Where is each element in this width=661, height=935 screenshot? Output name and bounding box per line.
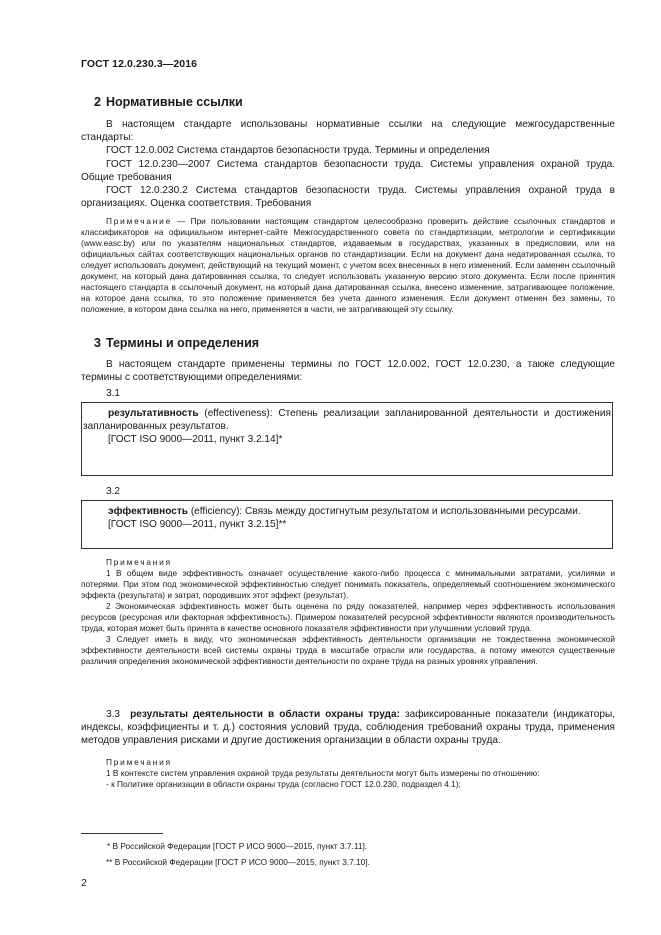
term-3-1-source: [ГОСТ ISO 9000—2011, пункт 3.2.14]* [108, 434, 283, 446]
term-3-1-number: 3.1 [106, 388, 121, 399]
term-3-2-number: 3.2 [106, 486, 121, 497]
section-2-intro: В настоящем стандарте использованы нормативные ссылки на следующие межгосударственные стандарты: [81, 119, 615, 144]
term-3-1-term: результативность [108, 408, 199, 419]
notes-label: Примечания [106, 557, 172, 567]
term-3-3-block [81, 708, 615, 748]
section-3-title: Термины и определения [105, 336, 260, 350]
term-3-3-number: 3.3 [106, 709, 121, 720]
footnote-1: * В Российской Федерации [ГОСТ Р ИСО 9000—2015, пункт 3.7.11]. [107, 841, 368, 851]
section-2-title: Нормативные ссылки [105, 95, 243, 109]
section-3-heading [94, 336, 259, 350]
term-3-2-box [81, 500, 613, 549]
section-2-note [81, 216, 615, 315]
term-3-1-definition: (effectiveness): Степень реализации запланированной деятельности и достижения запланированных результатов. [83, 408, 611, 433]
normative-ref-2: ГОСТ 12.0.230—2007 Система стандартов безопасности труда. Системы управления охраной труда. Общие требования [81, 158, 615, 183]
normative-ref-1: ГОСТ 12.0.002 Система стандартов безопасности труда. Термины и определения [106, 145, 490, 157]
section-2-number: 2 [94, 95, 101, 109]
note-item-2: 2 Экономическая эффективность может быть оценена по ряду показателей, например через эффективность использования ресурсов (ресурсная или факторная эффективность). Примером показателей ресурсной эффективности являются производительность труда, которая может быть принята в качестве основного показателя эффективности при улучшении условий труда. [81, 601, 615, 634]
term-3-3-term: результаты деятельности в области охраны труда: [130, 709, 400, 720]
note-label: Примечание [106, 216, 173, 226]
term-3-2-definition: (efficiency): Связь между достигнутым результатом и использованными ресурсами. [188, 506, 581, 517]
term-3-3-definition: зафиксированные показатели (индикаторы, индексы, коэффициенты и т. д.) состояния условий труда, соблюдения требований охраны труда, применения методов управления рисками и другие достижения организации в области охраны труда. [81, 709, 616, 747]
footnote-divider [81, 833, 163, 834]
note-item-3: 3 Следует иметь в виду, что экономическая эффективность деятельности организации не тождественна экономической эффективности деятельности всей системы охраны труда в масштабе отрасли или государства, а потому имеются существенные различия определения экономической эффективности деятельности по охране труда на разных уровнях управления. [81, 634, 615, 667]
section-3-intro: В настоящем стандарте применены термины по ГОСТ 12.0.002, ГОСТ 12.0.230, а также следующие термины с соответствующими определениями: [81, 359, 615, 384]
section-2-body [81, 118, 615, 210]
section-2-heading [94, 95, 243, 109]
normative-ref-3: ГОСТ 12.0.230.2 Система стандартов безопасности труда. Системы управления охраной труда в организациях. Оценка соответствия. Требования [81, 185, 615, 210]
section-3-intro-block [81, 358, 615, 384]
footnote-2: ** В Российской Федерации [ГОСТ Р ИСО 9000—2015, пункт 3.7.10]. [106, 857, 370, 867]
note-text: — При пользовании настоящим стандартом целесообразно проверить действие ссылочных стандартов и классификаторов на официальном интернет-сайте Межгосударственного совета по стандартизации, метрологии и сертификации (www.easc.by) или по указателям национальных стандартов, издаваемым в государствах, указанных в предисловии, или на официальных сайтах соответствующих национальных органов по стандартизации. Если на документ дана недатированная ссылка, то следует использовать документ, действующий на текущий момент, с учетом всех внесенных в него изменений. Если заменен ссылочный документ, на который дана датированная ссылка, то следует использовать указанную версию этого документа. Если после принятия настоящего стандарта в ссылочный документ, на который дана датированная ссылка, внесено изменение, затрагивающее положение, на которое дана ссылка, то это положение применяется без учета данного изменения. Если документ отменен без замены, то положение, в котором дана ссылка на него, применяется в части, не затрагивающей эту ссылку. [81, 216, 615, 315]
term-3-1-box [81, 402, 613, 476]
section-3-number: 3 [94, 336, 101, 350]
page-number: 2 [81, 877, 87, 889]
notes2-item-2: - к Политике организации в области охраны труда (согласно ГОСТ 12.0.230, подраздел 4.1); [106, 779, 461, 790]
section-3-notes [81, 557, 615, 667]
document-code-header: ГОСТ 12.0.230.3—2016 [81, 58, 198, 70]
note-item-1: 1 В общем виде эффективность означает осуществление какого-либо процесса с минимальными затратами, усилиями и потерями. При этом под экономической эффективностью следует понимать показатель, определяемый соотношением экономического эффекта (результата) и затрат, породивших этот эффект (результат). [81, 568, 615, 601]
term-3-3-notes [81, 757, 615, 790]
term-3-2-source: [ГОСТ ISO 9000—2011, пункт 3.2.15]** [108, 519, 287, 531]
notes2-item-1: 1 В контексте систем управления охраной труда результаты деятельности могут быть измерены по отношению: [106, 768, 540, 779]
notes2-label: Примечания [106, 757, 172, 767]
term-3-2-term: эффективность [108, 506, 189, 517]
